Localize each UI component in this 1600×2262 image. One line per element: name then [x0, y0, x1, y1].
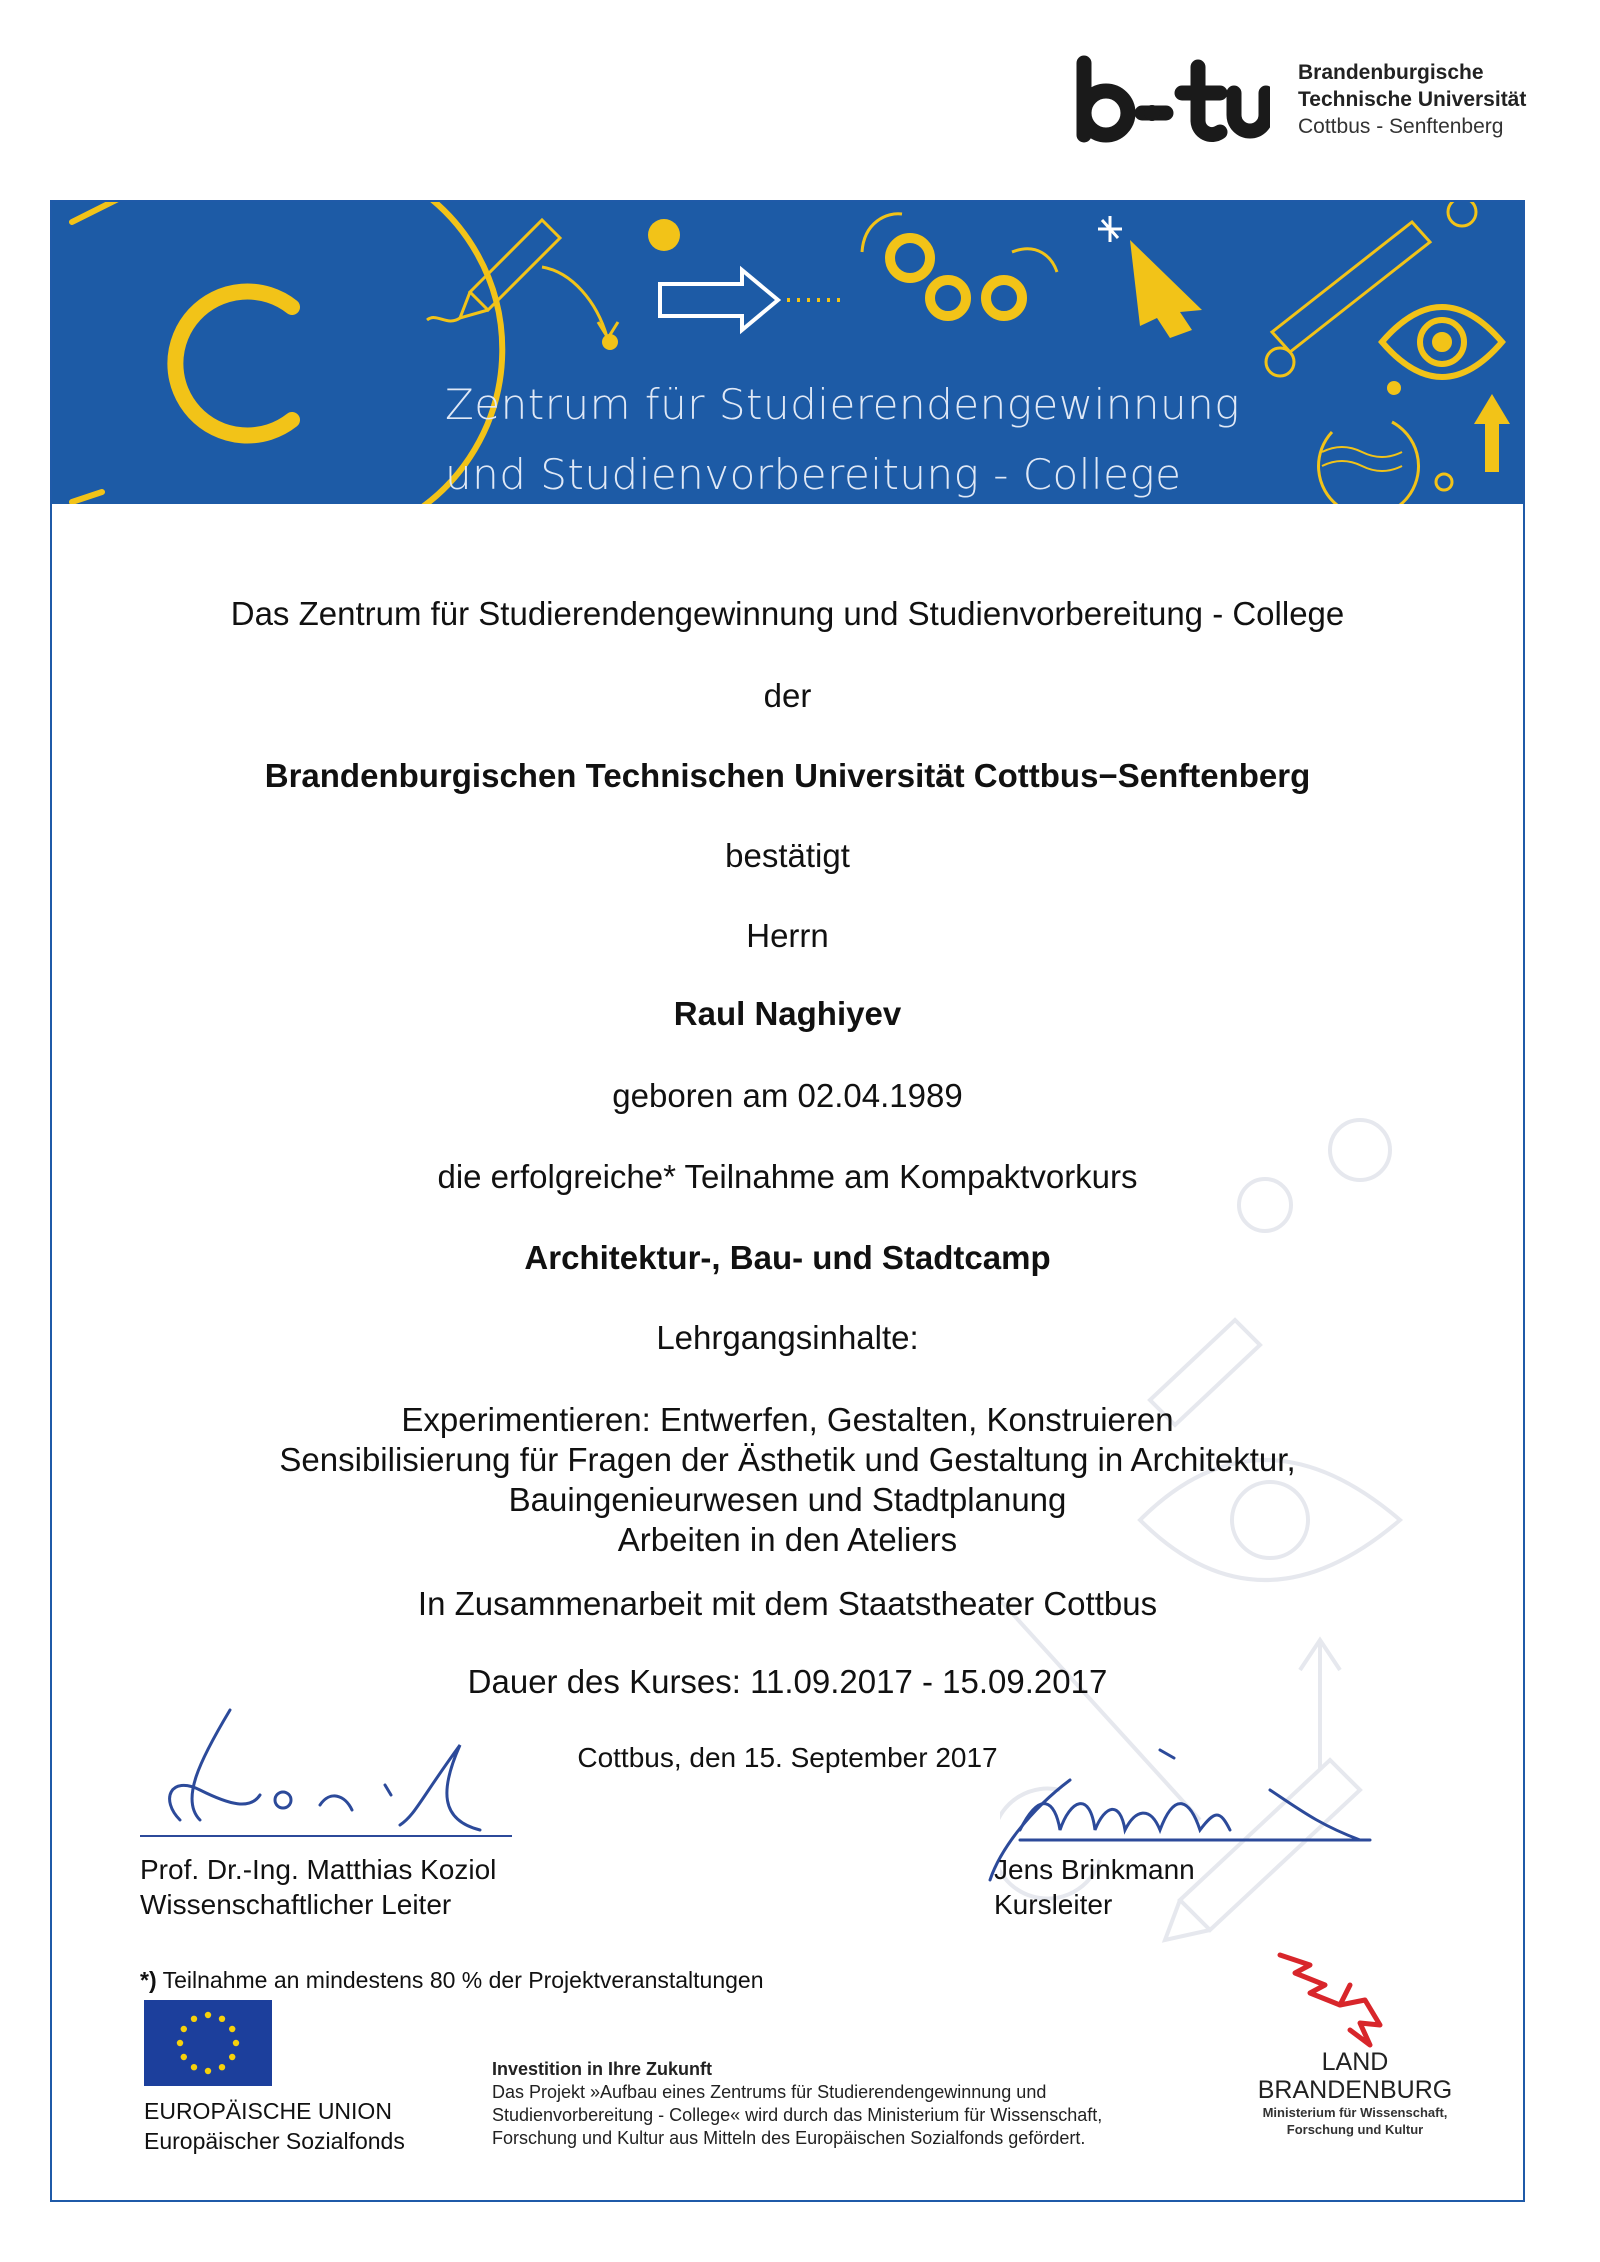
eu-label [144, 2096, 405, 2156]
left-signatory-role: Wissenschaftlicher Leiter [140, 1889, 452, 1920]
investment-line-2: Studienvorbereitung - College« wird durch das Ministerium für Wissenschaft, [492, 2105, 1103, 2125]
eu-star-icon [229, 2026, 235, 2032]
course-duration: Dauer des Kurses: 11.09.2017 - 15.09.2017 [467, 1663, 1108, 1700]
content-item: Experimentieren: Entwerfen, Gestalten, Konstruieren [401, 1401, 1174, 1438]
investment-notice [492, 2058, 1102, 2150]
brandenburg-eagle-icon [1270, 1945, 1390, 2055]
salutation: Herrn [746, 917, 829, 954]
arrow-icon [660, 270, 847, 330]
eu-star-icon [181, 2026, 187, 2032]
content-item: Arbeiten in den Ateliers [617, 1521, 958, 1558]
issuer-line: Das Zentrum für Studierendengewinnung und Studienvorbereitung - College [230, 595, 1345, 632]
recipient-name: Raul Naghiyev [673, 995, 902, 1032]
participation-line: die erfolgreiche* Teilnahme am Kompaktvorkurs [437, 1158, 1138, 1195]
eu-star-icon [191, 2016, 197, 2022]
right-signatory-name: Jens Brinkmann [994, 1854, 1195, 1885]
eu-star-icon [181, 2054, 187, 2060]
eu-star-icon [177, 2040, 183, 2046]
cursor-arrow-icon [1098, 216, 1202, 338]
brandenburg-line-3: Ministerium für Wissenschaft, [1262, 2105, 1448, 2120]
brandenburg-line-1: LAND [1321, 2048, 1389, 2076]
btu-logo [1070, 55, 1540, 155]
investment-heading: Investition in Ihre Zukunft [492, 2059, 712, 2079]
eu-star-icon [219, 2016, 225, 2022]
eu-star-icon [233, 2040, 239, 2046]
brandenburg-line-4: Forschung und Kultur [1286, 2122, 1424, 2137]
btu-logo-text [1298, 59, 1526, 140]
banner-title-line-1: Zentrum für Studierendengewinnung [445, 380, 1240, 429]
banner-title [445, 370, 1240, 504]
content-item: Bauingenieurwesen und Stadtplanung [508, 1481, 1067, 1518]
pencil-icon [427, 220, 560, 321]
signature-line-left [140, 1835, 512, 1837]
eu-star-icon [205, 2012, 211, 2018]
investment-line-1: Das Projekt »Aufbau eines Zentrums für Studierendengewinnung und [492, 2082, 1047, 2102]
left-signatory-name: Prof. Dr.-Ing. Matthias Koziol [140, 1854, 497, 1885]
eu-star-icon [229, 2054, 235, 2060]
banner-title-line-2: und Studienvorbereitung - College [445, 450, 1182, 499]
der-line: der [763, 677, 812, 714]
eu-line-1: EUROPÄISCHE UNION [144, 2098, 392, 2124]
eu-star-icon [219, 2064, 225, 2070]
contents-label: Lehrgangsinhalte: [656, 1319, 919, 1356]
gears-icon [862, 214, 1057, 316]
eu-line-2: Europäischer Sozialfonds [144, 2128, 405, 2154]
eu-flag-icon [144, 2000, 272, 2086]
logo-line-2: Technische Universität [1298, 88, 1527, 111]
university-name: Brandenburgischen Technischen Universität Cottbus−Senftenberg [264, 757, 1311, 794]
footnote [140, 1967, 764, 1994]
signature-left [140, 1700, 520, 1850]
eu-star-icon [191, 2064, 197, 2070]
investment-line-3: Forschung und Kultur aus Mitteln des Europäischen Sozialfonds gefördert. [492, 2128, 1086, 2148]
course-name: Architektur-, Bau- und Stadtcamp [524, 1239, 1051, 1276]
up-arrow-icon [1474, 394, 1510, 472]
confirms-line: bestätigt [725, 837, 850, 874]
college-banner [52, 202, 1523, 504]
logo-line-3: Cottbus - Senftenberg [1298, 115, 1504, 138]
logo-line-1: Brandenburgische [1298, 61, 1484, 84]
flask-icon [1266, 222, 1452, 504]
btu-logo-mark [1070, 55, 1270, 155]
eye-icon [1382, 202, 1502, 377]
content-item: Sensibilisierung für Fragen der Ästhetik und Gestaltung in Architektur, [279, 1441, 1296, 1478]
eu-star-icon [205, 2068, 211, 2074]
footnote-text: Teilnahme an mindestens 80 % der Projektveranstaltungen [162, 1967, 764, 1993]
left-signatory [140, 1852, 496, 1922]
right-signatory-role: Kursleiter [994, 1889, 1113, 1920]
footnote-marker: *) [140, 1967, 157, 1993]
brandenburg-line-2: BRANDENBURG [1257, 2076, 1453, 2104]
place-date: Cottbus, den 15. September 2017 [577, 1742, 998, 1773]
brandenburg-logo-text [1255, 2048, 1455, 2138]
cooperation-line: In Zusammenarbeit mit dem Staatstheater Cottbus [417, 1585, 1158, 1622]
birth-date: geboren am 02.04.1989 [612, 1077, 963, 1114]
right-signatory [994, 1852, 1195, 1922]
